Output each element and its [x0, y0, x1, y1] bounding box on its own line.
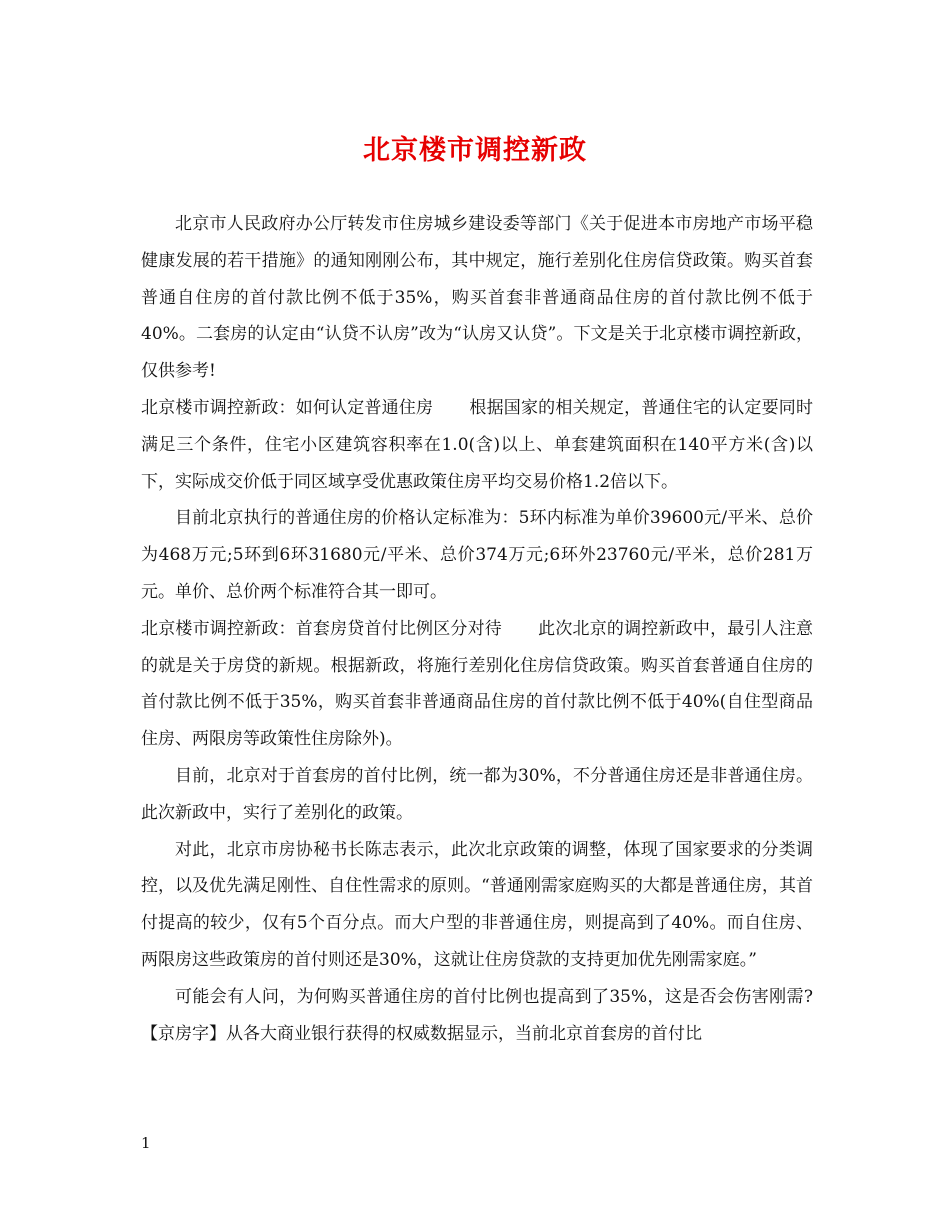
- page-title: 北京楼市调控新政: [363, 135, 587, 166]
- paragraph-intro: 北京市人民政府办公厅转发市住房城乡建设委等部门《关于促进本市房地产市场平稳健康发展的若干措施》的通知刚刚公布，其中规定，施行差别化住房信贷政策。购买首套普通自住房的首付款比例不低于35%，购买首套非普通商品住房的首付款比例不低于40%。二套房的认定由“认贷不认房”改为“认房又认贷”。下文是关于北京楼市调控新政，仅供参考!: [141, 214, 813, 382]
- paragraph-current-ratio: 目前，北京对于首套房的首付比例，统一都为30%，不分普通住房还是非普通住房。此次新政中，实行了差别化的政策。: [141, 765, 813, 823]
- paragraph-down-payment: [141, 611, 813, 758]
- paragraph-expert-comment: 对此，北京市房协秘书长陈志表示，此次北京政策的调整，体现了国家要求的分类调控，以及优先满足刚性、自住性需求的原则。“普通刚需家庭购买的大都是普通住房，其首付提高的较少，仅有5个百分点。而大户型的非普通住房，则提高到了40%。而自住房、两限房这些政策房的首付则还是30%，这就让住房贷款的支持更加优先刚需家庭。”: [141, 839, 813, 970]
- page-number: 1: [141, 1134, 151, 1152]
- section-body: 根据国家的相关规定，普通住宅的认定要同时满足三个条件，住宅小区建筑容积率在1.0(含)以上、单套建筑面积在140平方米(含)以下，实际成交价低于同区域享受优惠政策住房平均交易价格1.2倍以下。: [141, 397, 814, 492]
- paragraph-price-standard: 目前北京执行的普通住房的价格认定标准为：5环内标准为单价39600元/平米、总价为468万元;5环到6环31680元/平米、总价374万元;6环外23760元/平米，总价281万元。单价、总价两个标准符合其一即可。: [141, 508, 813, 602]
- section-heading: 北京楼市调控新政：如何认定普通住房: [141, 397, 434, 418]
- section-body: 此次北京的调控新政中，最引人注意的就是关于房贷的新规。根据新政，将施行差别化住房信贷政策。购买首套普通自住房的首付款比例不低于35%，购买首套非普通商品住房的首付款比例不低于40%(自住型商品住房、两限房等政策性住房除外)。: [141, 618, 814, 750]
- document-body: [141, 206, 813, 1052]
- section-heading: 北京楼市调控新政：首套房贷首付比例区分对待: [141, 618, 502, 639]
- paragraph-ordinary-housing: [141, 390, 813, 500]
- paragraph-question: 可能会有人问，为何购买普通住房的首付比例也提高到了35%，这是否会伤害刚需?【京房字】从各大商业银行获得的权威数据显示，当前北京首套房的首付比: [141, 986, 813, 1044]
